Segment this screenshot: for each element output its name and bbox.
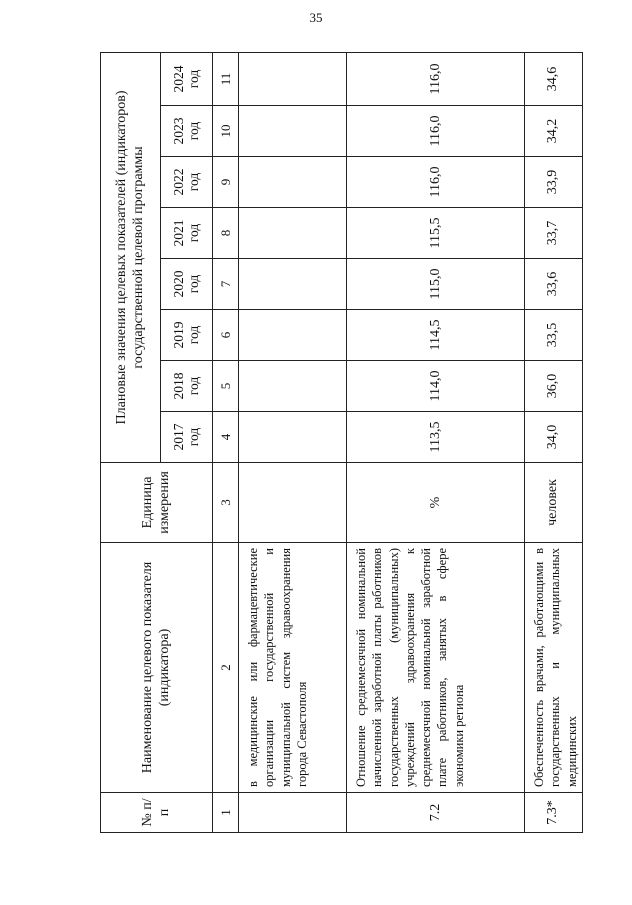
header-year: 2018 год <box>161 361 213 412</box>
header-num: № п/п <box>101 793 213 833</box>
value-cell: 113,5 <box>347 412 525 463</box>
column-number: 5 <box>213 361 239 412</box>
column-number: 11 <box>213 52 239 105</box>
header-unit: Единица измерения <box>101 463 213 543</box>
value-cell: 116,0 <box>347 157 525 208</box>
column-number: 9 <box>213 157 239 208</box>
column-number: 4 <box>213 412 239 463</box>
header-year: 2022 год <box>161 157 213 208</box>
indicator-name: Отношение среднемесячной номинальной начисленной заработной платы работников государственных (муниципальных) учреждений здравоохранения к среднемесячной номинальной заработной плате работников, занятых в сфере экономики региона <box>347 543 525 793</box>
indicator-unit: человек <box>525 463 583 543</box>
column-number: 2 <box>213 543 239 793</box>
value-cell: 115,0 <box>347 259 525 310</box>
indicator-name: в медицинские или фармацевтические организации государственной и муниципальной систем здравоохранения города Севастополя <box>239 543 347 793</box>
table-row <box>525 52 583 832</box>
header-year: 2019 год <box>161 310 213 361</box>
table-row <box>347 52 525 832</box>
indicator-name: Обеспеченность врачами, работающими в государственных и муниципальных медицинских <box>525 543 583 793</box>
value-cell: 34,2 <box>525 106 583 157</box>
value-cell <box>239 412 347 463</box>
indicators-table <box>100 53 579 833</box>
value-cell: 116,0 <box>347 106 525 157</box>
row-number <box>239 793 347 833</box>
column-number: 10 <box>213 106 239 157</box>
value-cell <box>239 157 347 208</box>
header-year: 2024 год <box>161 52 213 105</box>
value-cell: 114,0 <box>347 361 525 412</box>
row-number: 7.2 <box>347 793 525 833</box>
value-cell <box>239 361 347 412</box>
value-cell: 34,0 <box>525 412 583 463</box>
value-cell: 33,7 <box>525 208 583 259</box>
value-cell: 115,5 <box>347 208 525 259</box>
value-cell: 33,6 <box>525 259 583 310</box>
header-year: 2021 год <box>161 208 213 259</box>
value-cell <box>239 52 347 105</box>
value-cell: 36,0 <box>525 361 583 412</box>
row-number: 7.3* <box>525 793 583 833</box>
page-number: 35 <box>309 10 323 25</box>
header-year: 2020 год <box>161 259 213 310</box>
column-number: 7 <box>213 259 239 310</box>
header-name: Наименование целевого показателя (индикатора) <box>101 543 213 793</box>
value-cell: 116,0 <box>347 52 525 105</box>
value-cell: 33,5 <box>525 310 583 361</box>
value-cell: 34,6 <box>525 52 583 105</box>
indicator-unit <box>239 463 347 543</box>
column-number: 6 <box>213 310 239 361</box>
value-cell <box>239 106 347 157</box>
table-row <box>239 52 347 832</box>
column-number: 3 <box>213 463 239 543</box>
value-cell: 33,9 <box>525 157 583 208</box>
column-number: 8 <box>213 208 239 259</box>
indicator-unit: % <box>347 463 525 543</box>
value-cell <box>239 310 347 361</box>
value-cell <box>239 208 347 259</box>
header-plan: Плановые значения целевых показателей (индикаторов) государственной целевой программы <box>101 52 161 462</box>
header-year: 2017 год <box>161 412 213 463</box>
header-year: 2023 год <box>161 106 213 157</box>
value-cell <box>239 259 347 310</box>
column-number: 1 <box>213 793 239 833</box>
value-cell: 114,5 <box>347 310 525 361</box>
